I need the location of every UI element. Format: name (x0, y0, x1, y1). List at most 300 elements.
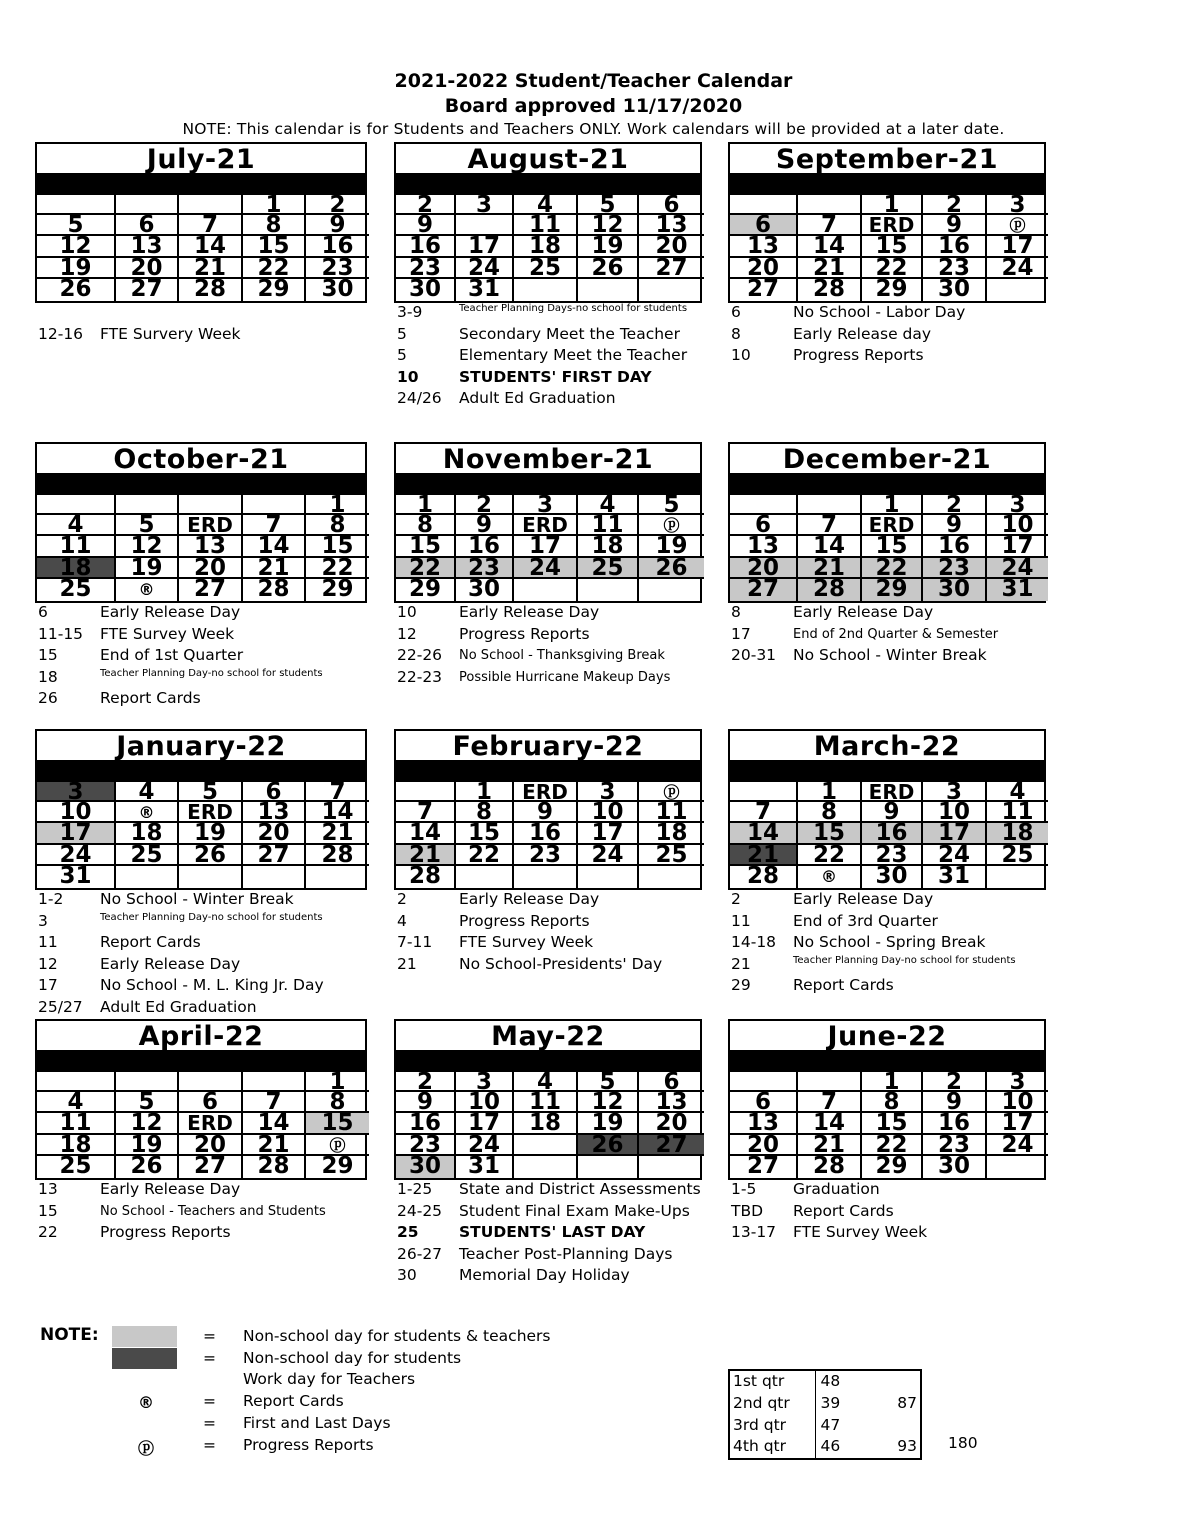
note-date: 1-5 (731, 1180, 757, 1198)
note-row (397, 1244, 701, 1266)
note-row (38, 688, 323, 710)
calendar-day (37, 1072, 116, 1092)
legend-report-text: Report Cards (243, 1392, 344, 1410)
calendar-day: 30 (396, 279, 456, 300)
calendar-day: 14 (179, 236, 243, 257)
note-text: Elementary Meet the Teacher (459, 346, 688, 365)
calendar-day: 8 (243, 215, 306, 236)
calendar-day: 6 (730, 215, 798, 236)
calendar-day: 2 (396, 195, 456, 215)
calendar-day: 31 (37, 866, 116, 887)
note-row (38, 324, 241, 346)
legend-equals: = (203, 1349, 216, 1367)
note-text: Graduation (793, 1180, 880, 1198)
note-date: 21 (397, 954, 417, 973)
dark-gray-swatch (112, 1348, 177, 1369)
quarter-row (730, 1393, 920, 1415)
calendar-day (987, 279, 1048, 300)
note-date: 20-31 (731, 646, 777, 665)
month-notes (38, 889, 324, 1019)
weekday-header-bar (394, 1050, 702, 1072)
calendar-day: 19 (116, 1135, 179, 1156)
calendar-day: 27 (730, 1156, 798, 1177)
calendar-title: 2021-2022 Student/Teacher Calendar (394, 70, 793, 92)
note-row (397, 302, 687, 324)
month-notes (397, 602, 670, 688)
month-name: October-21 (35, 442, 367, 473)
note-text: Teacher Planning Days-no school for students (459, 303, 688, 314)
calendar-day: 3 (987, 495, 1048, 515)
note-date: 25 (397, 1223, 419, 1242)
note-text: STUDENTS' LAST DAY (459, 1223, 646, 1242)
calendar-day: 12 (37, 236, 116, 257)
note-row (38, 975, 324, 997)
day-grid (394, 782, 702, 890)
note-text: No School - Labor Day (793, 303, 966, 321)
note-row (397, 345, 687, 367)
calendar-day: 6 (639, 1072, 704, 1092)
calendar-day (798, 1072, 862, 1092)
note-row (731, 602, 998, 624)
note-date: 13 (38, 1180, 58, 1198)
note-date: 4 (397, 911, 407, 930)
calendar-day: 11 (578, 515, 639, 536)
calendar-day: 1 (862, 195, 923, 215)
note-date: 22 (38, 1223, 58, 1242)
month-name: April-22 (35, 1019, 367, 1050)
calendar-day: 10 (37, 802, 116, 823)
calendar-day: 20 (243, 823, 306, 844)
quarter-name: 3rd qtr (730, 1415, 816, 1437)
calendar-day: 7 (798, 215, 862, 236)
calendar-day: 11 (37, 536, 116, 557)
calendar-day: 1 (396, 495, 456, 515)
calendar-day: 23 (923, 258, 987, 279)
calendar-day: 15 (798, 823, 862, 844)
month-name: December-21 (728, 442, 1046, 473)
weekday-header-bar (728, 173, 1046, 195)
calendar-day: 6 (730, 1092, 798, 1113)
month-calendar (728, 142, 1046, 303)
note-text: Teacher Post-Planning Days (459, 1244, 673, 1263)
calendar-day: 6 (639, 195, 704, 215)
weekday-header-bar (35, 760, 367, 782)
calendar-day: 5 (578, 1072, 639, 1092)
calendar-day: 26 (578, 1135, 639, 1156)
note-row (731, 1222, 927, 1244)
quarter-days: 39 (820, 1393, 841, 1412)
calendar-day: 7 (798, 1092, 862, 1113)
calendar-day: 1 (862, 495, 923, 515)
calendar-day: 15 (306, 536, 369, 557)
weekday-header-bar (35, 1050, 367, 1072)
calendar-day: ERD (862, 515, 923, 536)
calendar-day (179, 1072, 243, 1092)
note-date: 10 (397, 603, 417, 621)
calendar-day: 16 (456, 536, 514, 557)
note-date: 15 (38, 1201, 58, 1220)
calendar-day: 4 (578, 495, 639, 515)
calendar-day: 15 (862, 236, 923, 257)
note-text: No School - Spring Break (793, 933, 986, 952)
legend-dark-text-2: Work day for Teachers (243, 1370, 416, 1388)
month-calendar (394, 442, 702, 603)
month-calendar (394, 1019, 702, 1180)
note-text: Progress Reports (100, 1223, 231, 1242)
note-text: Early Release Day (100, 603, 241, 621)
calendar-day: 18 (37, 1135, 116, 1156)
calendar-day: 21 (396, 845, 456, 866)
calendar-day: 30 (456, 579, 514, 600)
note-text: STUDENTS' FIRST DAY (459, 367, 652, 386)
note-text: Progress Reports (459, 911, 590, 930)
calendar-day: 15 (243, 236, 306, 257)
report-card-icon: ® (116, 802, 179, 823)
calendar-day (730, 782, 798, 802)
calendar-day: 25 (578, 558, 639, 579)
calendar-day: ERD (862, 782, 923, 802)
month-notes (38, 602, 323, 710)
day-grid (394, 1072, 702, 1180)
calendar-day (116, 495, 179, 515)
note-text: FTE Survey Week (793, 1223, 928, 1242)
calendar-day: 14 (243, 1113, 306, 1134)
day-grid (35, 495, 367, 603)
note-date: 10 (397, 367, 419, 386)
note-text: No School - Thanksgiving Break (459, 648, 665, 664)
month-calendar (728, 442, 1046, 603)
calendar-day: 20 (730, 258, 798, 279)
calendar-day: 9 (862, 802, 923, 823)
calendar-day: 31 (456, 1156, 514, 1177)
calendar-day: 9 (514, 802, 578, 823)
calendar-day: 19 (37, 258, 116, 279)
calendar-day (243, 495, 306, 515)
calendar-day: 20 (179, 1135, 243, 1156)
calendar-day: 23 (514, 845, 578, 866)
calendar-day (179, 866, 243, 887)
calendar-day: 8 (798, 802, 862, 823)
note-text: No School - Winter Break (793, 646, 987, 665)
note-date: 2 (731, 890, 741, 908)
month-name: March-22 (728, 729, 1046, 760)
calendar-day: 14 (243, 536, 306, 557)
calendar-day: 1 (243, 195, 306, 215)
note-date: 30 (397, 1266, 417, 1285)
calendar-day: 16 (923, 236, 987, 257)
calendar-day (243, 1072, 306, 1092)
calendar-day: 17 (456, 236, 514, 257)
month-notes (397, 889, 662, 975)
calendar-day: 7 (396, 802, 456, 823)
note-row (731, 932, 1016, 954)
calendar-day: 18 (116, 823, 179, 844)
note-text: Teacher Planning Day-no school for students (100, 911, 323, 923)
calendar-day: 8 (306, 1092, 369, 1113)
legend-first-last-text: First and Last Days (243, 1414, 391, 1432)
calendar-day: 13 (639, 215, 704, 236)
calendar-day: 27 (179, 579, 243, 600)
calendar-day: 8 (396, 515, 456, 536)
calendar-day (639, 279, 704, 300)
calendar-day (396, 782, 456, 802)
calendar-day: 29 (321, 1156, 354, 1178)
note-row (731, 345, 965, 367)
note-row (731, 1179, 927, 1201)
note-date: 12-16 (38, 324, 84, 343)
month-name: July-21 (35, 142, 367, 173)
calendar-day (730, 495, 798, 515)
note-date: 18 (38, 667, 58, 686)
calendar-day: 18 (37, 558, 116, 579)
calendar-day: 7 (243, 1092, 306, 1113)
calendar-day: 26 (179, 845, 243, 866)
calendar-day: 16 (514, 823, 578, 844)
calendar-day: 18 (578, 536, 639, 557)
calendar-day: 27 (116, 279, 179, 300)
weekday-header-bar (394, 173, 702, 195)
calendar-day: 30 (396, 1156, 456, 1177)
calendar-day: 19 (639, 536, 704, 557)
note-row (397, 911, 662, 933)
calendar-day: 24 (37, 845, 116, 866)
note-text: FTE Survey Week (100, 624, 235, 643)
calendar-day: 24 (514, 558, 578, 579)
legend-equals: = (203, 1436, 216, 1454)
calendar-day (578, 579, 639, 600)
calendar-day: 5 (116, 515, 179, 536)
calendar-day (730, 1072, 798, 1092)
calendar-day: 28 (306, 845, 369, 866)
calendar-day: 21 (730, 845, 798, 866)
note-row (38, 911, 324, 933)
calendar-day: 23 (923, 558, 987, 579)
month-name: August-21 (394, 142, 702, 173)
progress-report-icon: ⓟ (306, 1135, 369, 1156)
calendar-day: 11 (514, 215, 578, 236)
calendar-day (987, 1156, 1048, 1177)
calendar-day: 17 (987, 1113, 1048, 1134)
semester-days: 93 (897, 1437, 917, 1456)
calendar-day: 3 (456, 195, 514, 215)
calendar-day: 3 (37, 782, 116, 802)
calendar-day: 4 (37, 1092, 116, 1113)
calendar-day: 22 (243, 258, 306, 279)
calendar-day: 28 (243, 1156, 306, 1177)
quarter-name: 4th qtr (730, 1436, 816, 1458)
calendar-day: 1 (862, 1072, 923, 1092)
note-row (397, 1201, 701, 1223)
calendar-day: 10 (987, 515, 1048, 536)
note-date: 26-27 (397, 1244, 443, 1263)
calendar-day (578, 866, 639, 887)
calendar-day: 19 (179, 823, 243, 844)
note-date: 24/26 (397, 389, 442, 408)
calendar-day: 26 (639, 558, 704, 579)
month-name: September-21 (728, 142, 1046, 173)
note-date: 11 (731, 911, 751, 930)
calendar-day: 12 (578, 1092, 639, 1113)
calendar-day: 14 (306, 802, 369, 823)
note-text: Progress Reports (793, 346, 924, 365)
calendar-day: 9 (923, 1092, 987, 1113)
calendar-day: 18 (987, 823, 1048, 844)
calendar-day: 21 (243, 558, 306, 579)
note-date: 7-11 (397, 933, 433, 952)
note-text: Secondary Meet the Teacher (459, 324, 680, 343)
calendar-day: 21 (798, 258, 862, 279)
note-date: 6 (731, 303, 741, 321)
note-date: 26 (38, 689, 58, 708)
calendar-day (243, 866, 306, 887)
calendar-day: 28 (396, 866, 456, 887)
calendar-day: 29 (243, 279, 306, 300)
calendar-day: 27 (179, 1156, 243, 1177)
note-row (397, 624, 670, 646)
calendar-day: 13 (179, 536, 243, 557)
calendar-day: 16 (396, 236, 456, 257)
note-date (38, 302, 100, 324)
calendar-day: 24 (987, 1135, 1048, 1156)
calendar-day: 10 (987, 1092, 1048, 1113)
calendar-day: 27 (243, 845, 306, 866)
calendar-day: 30 (321, 279, 354, 301)
note-date: 15 (38, 646, 58, 665)
weekday-header-bar (728, 760, 1046, 782)
calendar-day: 11 (987, 802, 1048, 823)
calendar-day: 29 (396, 579, 456, 600)
note-row (38, 1179, 326, 1201)
calendar-day: 7 (306, 782, 369, 802)
calendar-day: 13 (730, 1113, 798, 1134)
month-notes (38, 302, 241, 345)
calendar-day (987, 866, 1048, 887)
note-text: Teacher Planning Day-no school for students (100, 667, 323, 679)
calendar-day (514, 866, 578, 887)
calendar-day (514, 1156, 578, 1177)
month-notes (397, 302, 687, 410)
calendar-day: 18 (639, 823, 704, 844)
progress-report-icon: ⓟ (137, 1439, 154, 1458)
calendar-day: ERD (514, 515, 578, 536)
quarter-name: 2nd qtr (730, 1393, 816, 1415)
note-text: Early Release Day (459, 890, 600, 908)
note-date: 29 (731, 976, 751, 995)
calendar-day: 12 (116, 536, 179, 557)
calendar-day (306, 866, 369, 887)
calendar-day (514, 579, 578, 600)
calendar-day: 14 (730, 823, 798, 844)
quarter-row (730, 1436, 920, 1458)
calendar-day: 16 (306, 236, 369, 257)
calendar-day: 26 (116, 1156, 179, 1177)
calendar-day: 2 (456, 495, 514, 515)
month-calendar (35, 142, 367, 303)
calendar-day: 30 (923, 579, 987, 600)
report-card-icon: ® (798, 866, 862, 887)
note-text: Student Final Exam Make-Ups (459, 1201, 690, 1220)
calendar-day: 20 (639, 236, 704, 257)
calendar-day: 22 (862, 558, 923, 579)
note-date: 12 (38, 954, 58, 973)
note-date: 11-15 (38, 624, 84, 643)
calendar-day: 18 (514, 1113, 578, 1134)
calendar-day: 3 (456, 1072, 514, 1092)
quarter-row (730, 1415, 920, 1437)
calendar-day: 25 (37, 579, 116, 600)
calendar-day: 25 (987, 845, 1048, 866)
calendar-day: 31 (456, 279, 514, 300)
calendar-day (514, 279, 578, 300)
calendar-day (578, 1156, 639, 1177)
legend-light-text: Non-school day for students & teachers (243, 1327, 551, 1345)
note-text: Adult Ed Graduation (100, 997, 257, 1016)
note-text: Report Cards (793, 1201, 894, 1220)
calendar-day: 22 (798, 845, 862, 866)
note-date: 1-25 (397, 1180, 433, 1198)
calendar-day: 17 (456, 1113, 514, 1134)
day-grid (728, 495, 1046, 603)
calendar-day: 22 (306, 558, 369, 579)
calendar-day: 24 (578, 845, 639, 866)
quarter-days: 47 (820, 1415, 841, 1434)
note-row (38, 645, 323, 667)
note-text: Teacher Planning Day-no school for students (793, 954, 1016, 966)
note-date: 2 (397, 890, 407, 908)
note-text: Early Release Day (100, 1180, 241, 1198)
report-card-icon: ® (138, 1393, 154, 1412)
note-date: 17 (38, 976, 58, 995)
note-date: 22-26 (397, 646, 443, 665)
note-date: 5 (397, 324, 407, 343)
note-row (731, 954, 1016, 976)
calendar-day (116, 866, 179, 887)
month-name: January-22 (35, 729, 367, 760)
calendar-day: 8 (456, 802, 514, 823)
calendar-day: 30 (923, 279, 987, 300)
calendar-day: 5 (639, 495, 704, 515)
calendar-day: 27 (730, 579, 798, 600)
calendar-day: 28 (243, 579, 306, 600)
note-row (397, 889, 662, 911)
calendar-day: 2 (923, 495, 987, 515)
note-text: No School - Teachers and Students (100, 1203, 326, 1219)
note-row (38, 602, 323, 624)
calendar-day: 3 (514, 495, 578, 515)
calendar-day: 20 (639, 1113, 704, 1134)
calendar-day: 3 (578, 782, 639, 802)
calendar-day: 10 (923, 802, 987, 823)
semester-days: 87 (897, 1393, 917, 1412)
calendar-day: 25 (639, 845, 704, 866)
note-row (731, 324, 965, 346)
calendar-day: 24 (923, 845, 987, 866)
calendar-day: 11 (37, 1113, 116, 1134)
calendar-day: 19 (578, 1113, 639, 1134)
calendar-day: 5 (578, 195, 639, 215)
note-date: 17 (731, 624, 751, 643)
day-grid (728, 1072, 1046, 1180)
month-calendar (728, 729, 1046, 890)
month-name: November-21 (394, 442, 702, 473)
note-date: 10 (731, 346, 751, 365)
calendar-day: 23 (923, 1135, 987, 1156)
calendar-day: 19 (578, 236, 639, 257)
month-notes (731, 602, 998, 667)
calendar-day: 13 (116, 236, 179, 257)
calendar-day: 3 (987, 195, 1048, 215)
calendar-day: 30 (923, 1156, 987, 1177)
